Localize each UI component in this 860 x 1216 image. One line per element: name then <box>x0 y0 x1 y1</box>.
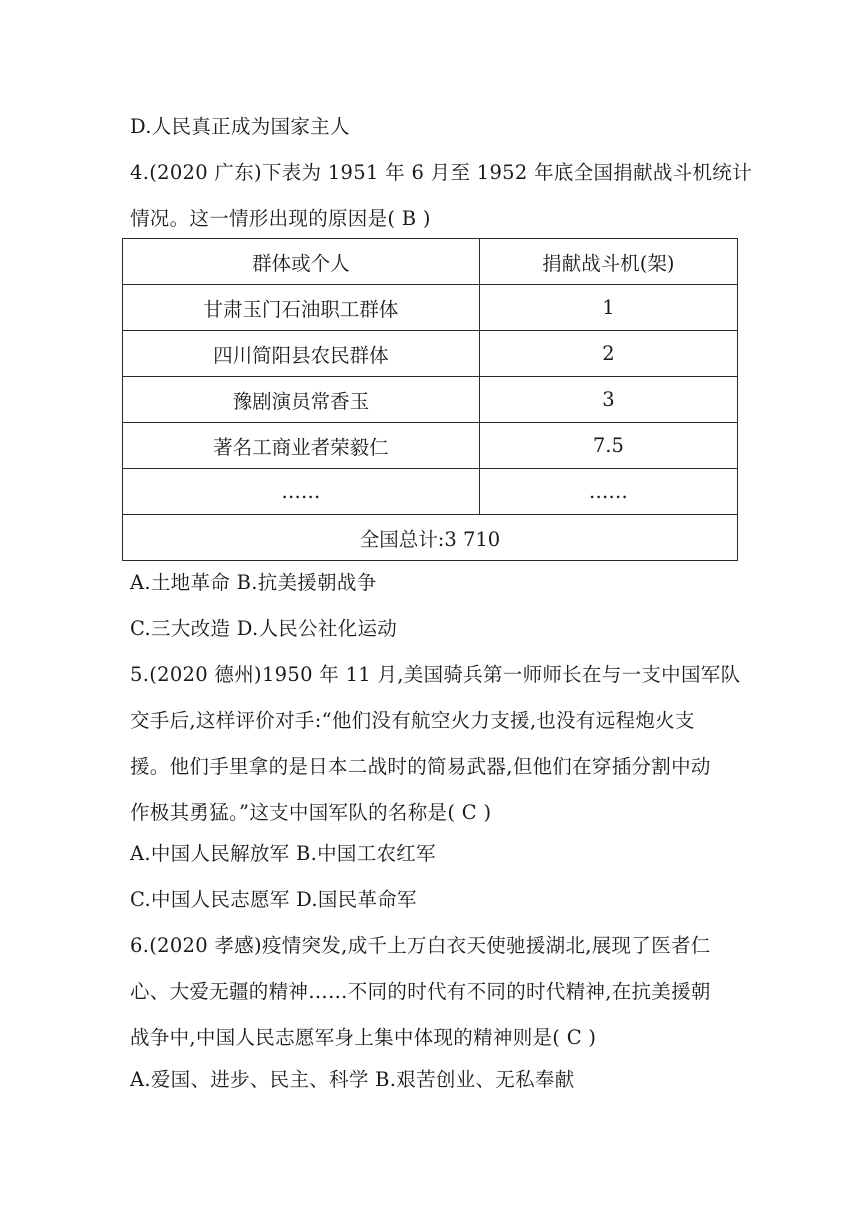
table-row <box>123 423 738 469</box>
question-5-stem-line-4: 作极其勇猛。”这支中国军队的名称是( C ) <box>130 801 492 824</box>
question-5-stem-line-3: 援。他们手里拿的是日本二战时的简易武器,但他们在穿插分割中动 <box>130 755 711 778</box>
donation-table <box>122 238 738 561</box>
question-5-stem-line-1: 5.(2020 德州)1950 年 11 月,美国骑兵第一师师长在与一支中国军队 <box>130 663 741 686</box>
table-cell: 2 <box>479 331 737 377</box>
question-6-stem-line-2: 心、大爱无疆的精神……不同的时代有不同的时代精神,在抗美援朝 <box>130 980 711 1003</box>
question-4-options-ab: A.土地革命 B.抗美援朝战争 <box>130 571 377 594</box>
question-5-stem-line-2: 交手后,这样评价对手:“他们没有航空火力支援,也没有远程炮火支 <box>130 709 695 732</box>
question-6-stem-line-1: 6.(2020 孝感)疫情突发,成千上万白衣天使驰援湖北,展现了医者仁 <box>130 934 711 957</box>
table-cell: …… <box>479 469 737 515</box>
question-6-options-ab: A.爱国、进步、民主、科学 B.艰苦创业、无私奉献 <box>130 1068 575 1091</box>
question-4-options-cd: C.三大改造 D.人民公社化运动 <box>130 617 398 640</box>
table-row <box>123 377 738 423</box>
table-cell: 1 <box>479 285 737 331</box>
header-aircraft: 捐献战斗机(架) <box>479 239 737 285</box>
table-row <box>123 331 738 377</box>
question-5-options-cd: C.中国人民志愿军 D.国民革命军 <box>130 888 417 911</box>
table-cell: 豫剧演员常香玉 <box>123 377 480 423</box>
question-5-options-ab: A.中国人民解放军 B.中国工农红军 <box>130 842 436 865</box>
table-cell: 著名工商业者荣毅仁 <box>123 423 480 469</box>
table-cell: …… <box>123 469 480 515</box>
table-header-row <box>123 239 738 285</box>
question-4-stem-line-2: 情况。这一情形出现的原因是( B ) <box>130 207 431 230</box>
table-cell: 四川简阳县农民群体 <box>123 331 480 377</box>
question-3-option-d: D.人民真正成为国家主人 <box>130 115 350 138</box>
table-row <box>123 469 738 515</box>
table-cell: 甘肃玉门石油职工群体 <box>123 285 480 331</box>
question-6-stem-line-3: 战争中,中国人民志愿军身上集中体现的精神则是( C ) <box>130 1026 597 1049</box>
question-4-stem-line-1: 4.(2020 广东)下表为 1951 年 6 月至 1952 年底全国捐献战斗机统计 <box>130 161 752 184</box>
table-row <box>123 285 738 331</box>
table-total-row <box>123 515 738 561</box>
table-cell: 7.5 <box>479 423 737 469</box>
table-cell: 3 <box>479 377 737 423</box>
header-group: 群体或个人 <box>123 239 480 285</box>
table-total: 全国总计:3 710 <box>123 515 738 561</box>
